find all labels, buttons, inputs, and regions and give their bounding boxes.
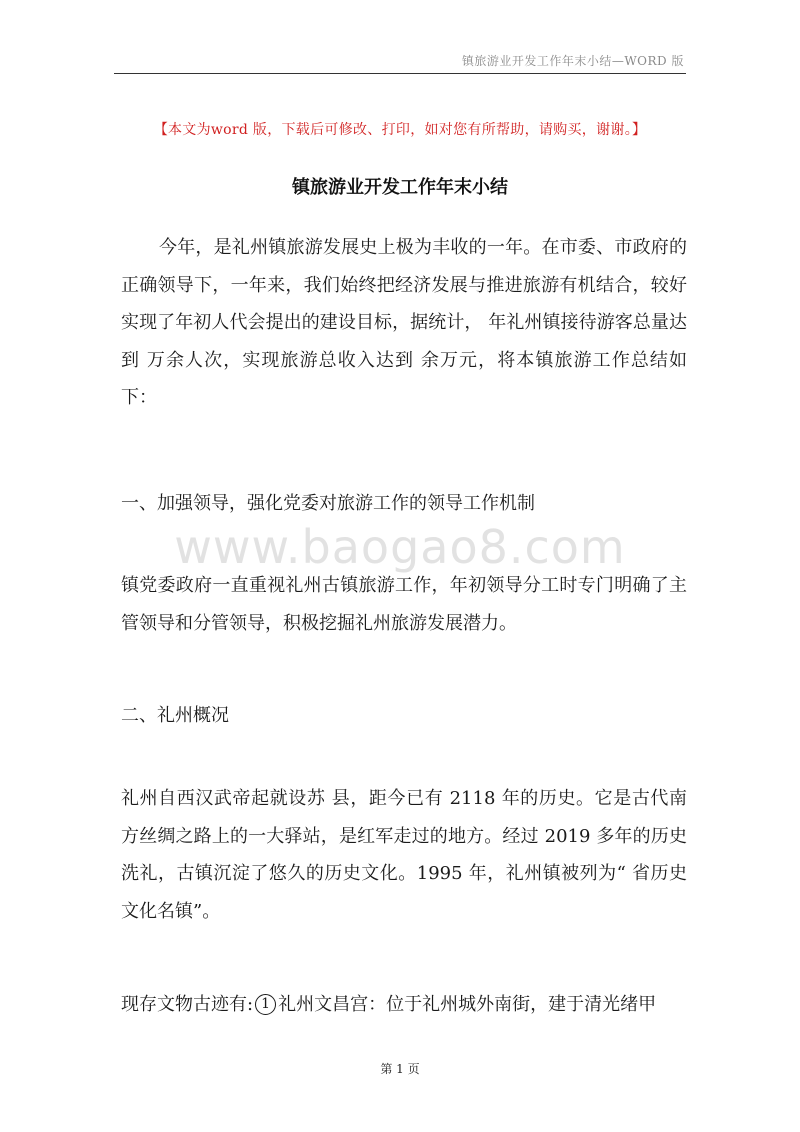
running-header: 镇旅游业开发工作年末小结—WORD 版 xyxy=(461,54,684,68)
page-number: 第 1 页 xyxy=(380,1062,420,1076)
relics-item-text: 礼州文昌宫：位于礼州城外南街，建于清光绪甲 xyxy=(278,994,657,1015)
document-title: 镇旅游业开发工作年末小结 xyxy=(292,177,508,198)
relics-intro-text: 现存文物古迹有: xyxy=(121,994,254,1015)
section-heading-1: 一、加强领导，强化党委对旅游工作的领导工作机制 xyxy=(121,493,535,514)
circled-number-marker: 1 xyxy=(255,994,276,1015)
section-heading-2: 二、礼州概况 xyxy=(121,705,229,726)
section-1-paragraph: 镇党委政府一直重视礼州古镇旅游工作，年初领导分工时专门明确了主管领导和分管领导，积极挖掘礼州旅游发展潜力。 xyxy=(121,575,687,634)
section-2-paragraph: 礼州自西汉武帝起就设苏 县，距今已有 2118 年的历史。它是古代南方丝绸之路上的一大驿站，是红军走过的地方。经过 2019 多年的历史洗礼，古镇沉淀了悠久的历史文化。1995 年，礼州镇被列为“ 省历史文化名镇”。 xyxy=(121,788,687,922)
purchase-notice: 【本文为word 版，下载后可修改、打印，如对您有所帮助，请购买，谢谢。】 xyxy=(153,122,647,138)
site-watermark: www.baogao8.com xyxy=(174,520,626,574)
intro-paragraph: 今年，是礼州镇旅游发展史上极为丰收的一年。在市委、市政府的正确领导下，一年来，我们始终把经济发展与推进旅游有机结合，较好实现了年初人代会提出的建设目标，据统计， 年礼州镇接待游客总量达到 万余人次，实现旅游总收入达到 余万元，将本镇旅游工作总结如下： xyxy=(121,237,687,408)
header-divider xyxy=(114,73,686,74)
relics-paragraph xyxy=(121,986,687,1024)
